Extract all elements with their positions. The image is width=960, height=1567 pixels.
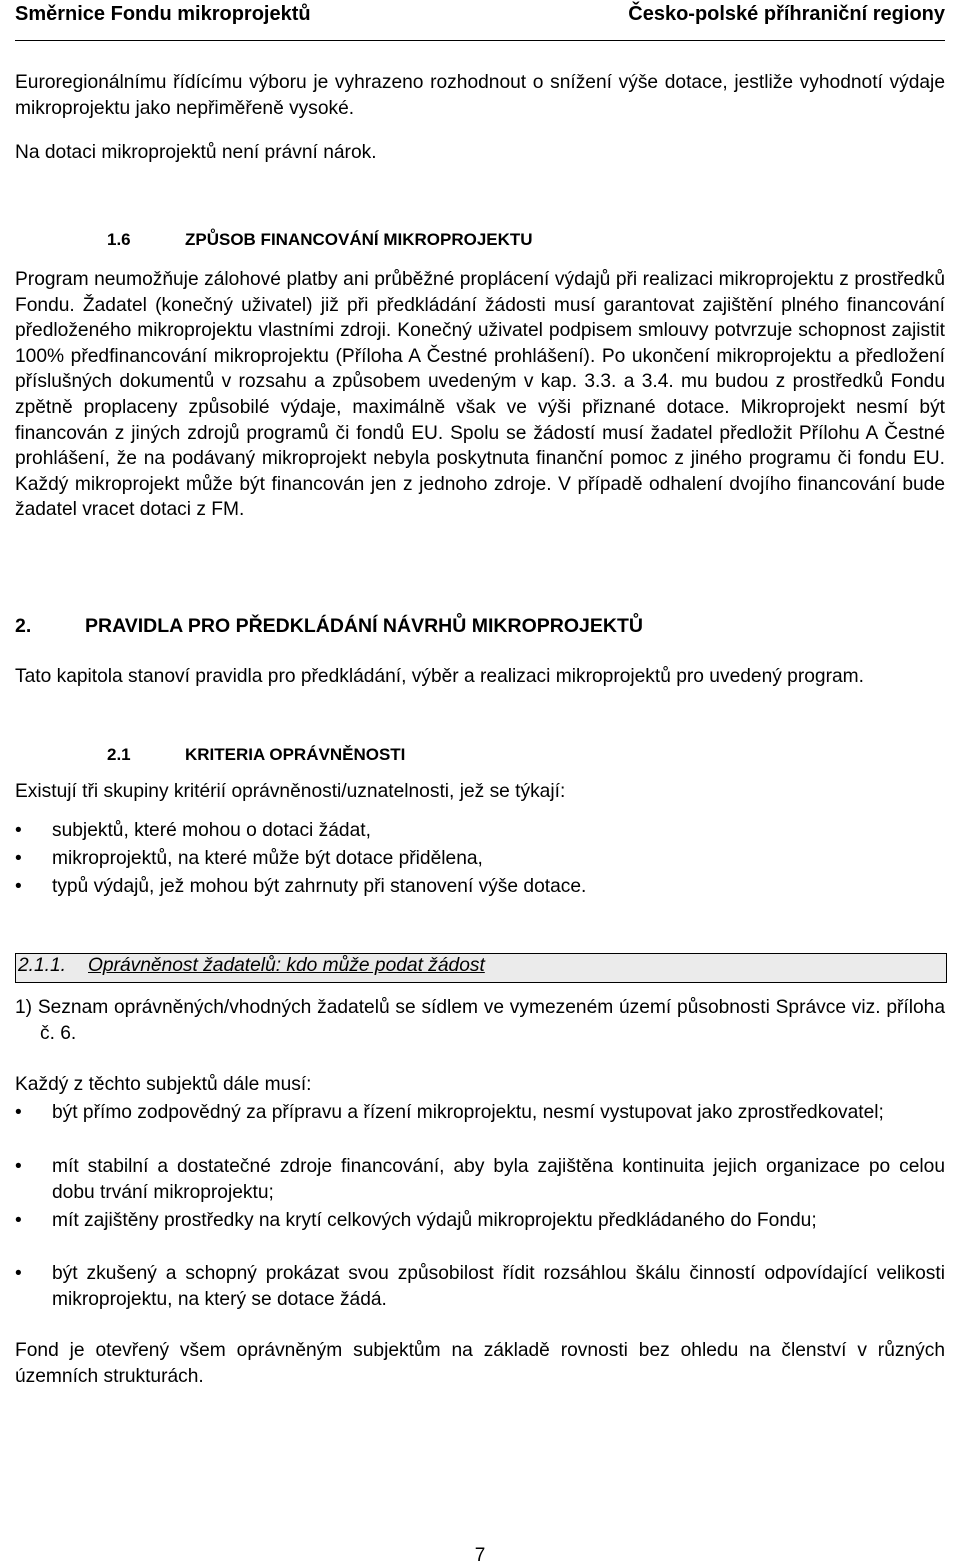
list-item-text: typů výdajů, jež mohou být zahrnuty při stanovení výše dotace. [52,876,587,897]
paragraph-fond-otevreny: Fond je otevřený všem oprávněným subjektům na základě rovnosti bez ohledu na členství v různých územních strukturách. [15,1340,945,1387]
bullet-icon: • [15,1102,22,1123]
list-item-text: být přímo zodpovědný za přípravu a řízení mikroprojektu, nesmí vystupovat jako zprostředkovatel; [52,1102,884,1123]
page-number: 7 [474,1545,486,1566]
section-title-1-6: ZPŮSOB FINANCOVÁNÍ MIKROPROJEKTU [185,230,533,249]
section-number-1-6: 1.6 [107,230,131,249]
list-item-text: mít zajištěny prostředky na krytí celkových výdajů mikroprojektu předkládaného do Fondu; [52,1210,817,1231]
section-title-2: PRAVIDLA PRO PŘEDKLÁDÁNÍ NÁVRHŮ MIKROPROJEKTŮ [85,615,643,637]
section-title-2-1-1: Oprávněnost žadatelů: kdo může podat žádost [88,955,485,976]
paragraph-kapitola: Tato kapitola stanoví pravidla pro předkládání, výběr a realizaci mikroprojektů pro uvedený program. [15,666,864,687]
list-item [15,818,945,844]
list-item [15,1208,945,1260]
section-number-2-1: 2.1 [107,745,131,764]
paragraph-financovani: Program neumožňuje zálohové platby ani průběžné proplácení výdajů při realizaci mikroprojektu z prostředků Fondu. Žadatel (konečný uživatel) již při předkládání žádosti musí garantovat zajištění plného financování předloženého mikroprojektu vlastními zdroji. Konečný uživatel podpisem smlouvy potvrzuje schopnost zajistit 100% předfinancování mikroprojektu (Příloha A Čestné prohlášení). Po ukončení mikroprojektu a předložení příslušných dokumentů v rozsahu a způsobem uvedeným v kap. 3.3. a 3.4. mu budou z prostředků Fondu zpětně proplaceny způsobilé výdaje, maximálně však ve výši přiznané dotace. Mikroprojekt nesmí být financován z jiných zdrojů programů či fondů EU. Spolu se žádostí musí žadatel předložit Přílohu A Čestné prohlášení, že na podávaný mikroprojekt nebyla poskytnuta finanční pomoc z jiného programu či fondu EU. Každý mikroprojekt může být financován jen z jednoho zdroje. V případě odhalení dvojího financování bude žadatel vracet dotaci z FM. [15,269,945,521]
paragraph-skupiny-kriterii: Existují tři skupiny kritérií oprávněnosti/uznatelnosti, jež se týkají: [15,781,566,802]
header-right-title: Česko-polské příhraniční regiony [628,3,945,25]
subsection-heading-box [15,953,947,983]
bullet-icon: • [15,1210,22,1231]
list-item-text: subjektů, které mohou o dotaci žádat, [52,820,371,841]
numbered-item-1: 1) Seznam oprávněných/vhodných žadatelů se sídlem ve vymezeném území působnosti Správce viz. příloha č. 6. [15,997,945,1044]
section-number-2-1-1: 2.1.1. [18,955,67,976]
bullet-icon: • [15,1156,22,1177]
paragraph-dotace-snizeni: Euroregionálnímu řídícímu výboru je vyhrazeno rozhodnout o snížení výše dotace, jestliže vyhodnotí výdaje mikroprojektu jako nepřiměřeně vysoké. [15,72,945,119]
list-item-text: mikroprojektů, na které může být dotace přidělena, [52,848,483,869]
paragraph-subjekty-musi: Každý z těchto subjektů dále musí: [15,1074,312,1095]
header-left-title: Směrnice Fondu mikroprojektů [15,3,311,25]
list-item [15,1100,945,1152]
list-item-text: mít stabilní a dostatečné zdroje financování, aby byla zajištěna kontinuita jejich organizace po celou dobu trvání mikroprojektu; [52,1156,945,1203]
bullet-icon: • [15,820,22,841]
list-item [15,1154,945,1206]
page-header [15,0,945,41]
paragraph-pravni-narok: Na dotaci mikroprojektů není právní nárok. [15,142,377,163]
section-title-2-1: KRITERIA OPRÁVNĚNOSTI [185,745,406,764]
section-number-2: 2. [15,615,32,637]
list-item [15,1261,945,1313]
list-item-text: být zkušený a schopný prokázat svou způsobilost řídit rozsáhlou škálu činností odpovídající velikosti mikroprojektu, na který se dotace žádá. [52,1263,945,1310]
list-item [15,846,945,872]
list-item [15,874,945,900]
bullet-icon: • [15,848,22,869]
bullet-icon: • [15,1263,22,1284]
bullet-icon: • [15,876,22,897]
